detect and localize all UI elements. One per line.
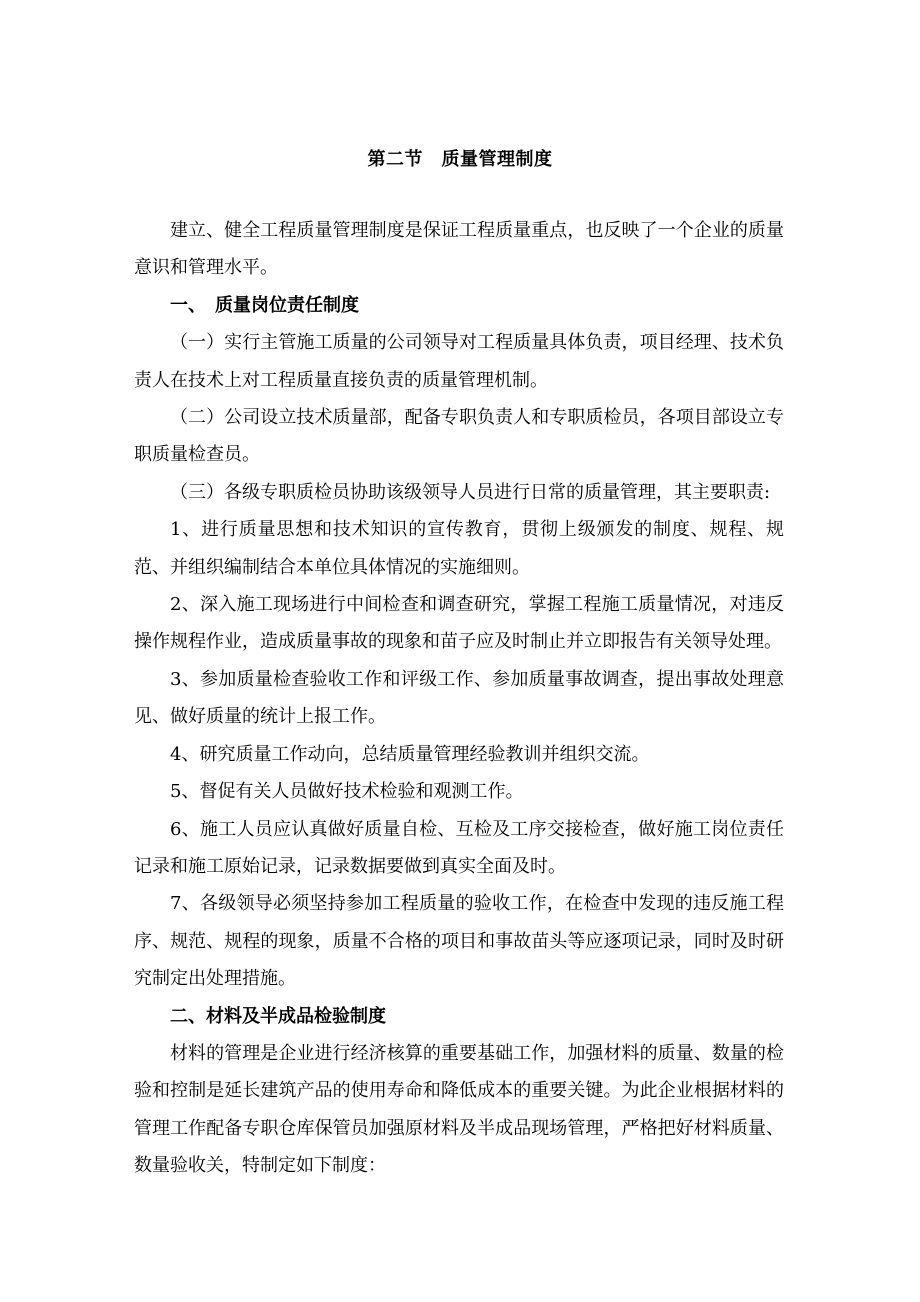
heading-material-inspection: 二、材料及半成品检验制度 xyxy=(170,1005,386,1027)
duty-5: 5、督促有关人员做好技术检验和观测工作。 xyxy=(170,781,524,803)
paragraph-item-2: （二）公司设立技术质量部，配备专职负责人和专职质检员，各项目部设立专职质量检查员。 xyxy=(134,407,784,466)
duty-1: 1、进行质量思想和技术知识的宣传教育，贯彻上级颁发的制度、规程、规范、并组织编制结合本单位具体情况的实施细则。 xyxy=(134,519,784,578)
paragraph-item-1: （一）实行主管施工质量的公司领导对工程质量具体负责，项目经理、技术负责人在技术上对工程质量直接负责的质量管理机制。 xyxy=(134,332,784,391)
material-paragraph: 材料的管理是企业进行经济核算的重要基础工作，加强材料的质量、数量的检验和控制是延长建筑产品的使用寿命和降低成本的重要关键。为此企业根据材料的管理工作配备专职仓库保管员加强原材料及半成品现场管理，严格把好材料质量、数量验收关，特制定如下制度： xyxy=(134,1042,784,1177)
document-body xyxy=(134,212,784,1185)
duty-7: 7、各级领导必须坚持参加工程质量的验收工作，在检查中发现的违反施工程序、规范、规程的现象，质量不合格的项目和事故苗头等应逐项记录，同时及时研究制定出处理措施。 xyxy=(134,893,784,990)
duty-4: 4、研究质量工作动向，总结质量管理经验教训并组织交流。 xyxy=(170,743,650,765)
paragraph-item-3: （三）各级专职质检员协助该级领导人员进行日常的质量管理，其主要职责: xyxy=(170,481,771,503)
duty-2: 2、深入施工现场进行中间检查和调查研究，掌握工程施工质量情况，对违反操作规程作业，造成质量事故的现象和苗子应及时制止并立即报告有关领导处理。 xyxy=(134,594,784,653)
duty-3: 3、参加质量检查验收工作和评级工作、参加质量事故调查，提出事故处理意见、做好质量的统计上报工作。 xyxy=(134,668,784,728)
heading-quality-responsibility: 一、 质量岗位责任制度 xyxy=(170,294,359,316)
intro-paragraph: 建立、健全工程质量管理制度是保证工程质量重点，也反映了一个企业的质量意识和管理水平。 xyxy=(134,220,784,279)
duty-6: 6、施工人员应认真做好质量自检、互检及工序交接检查，做好施工岗位责任记录和施工原始记录，记录数据要做到真实全面及时。 xyxy=(134,818,784,877)
section-title: 第二节 质量管理制度 xyxy=(367,149,553,170)
